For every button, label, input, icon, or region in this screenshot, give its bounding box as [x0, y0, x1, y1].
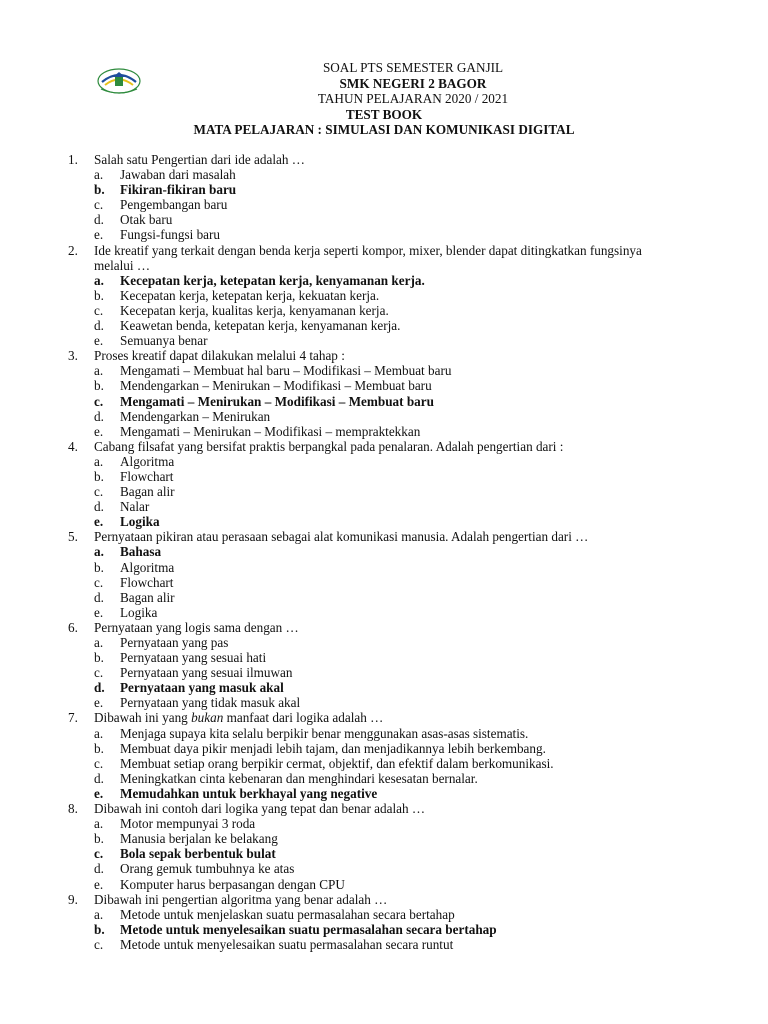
option-text: Nalar — [120, 499, 150, 515]
option-letter: d. — [94, 770, 104, 786]
option-letter: c. — [94, 197, 104, 213]
answer-option — [94, 831, 668, 846]
question-text: Proses kreatif dapat dilakukan melalui 4 tahap : — [94, 348, 345, 364]
option-text: Meningkatkan cinta kebenaran dan menghindari kesesatan bernalar. — [120, 770, 478, 786]
option-text: Manusia berjalan ke belakang — [120, 831, 278, 847]
answer-option — [94, 786, 668, 801]
answer-option — [94, 182, 668, 197]
option-text: Pernyataan yang pas — [120, 635, 229, 650]
answer-option — [94, 846, 668, 861]
question-item — [68, 620, 668, 711]
option-text: Metode untuk menyelesaikan suatu permasalahan secara runtut — [120, 936, 454, 952]
answer-option — [94, 816, 668, 831]
option-text: Kecepatan kerja, ketepatan kerja, kenyamanan kerja. — [120, 272, 425, 288]
option-text: Mendengarkan – Menirukan — [120, 408, 271, 424]
option-letter: e. — [94, 423, 104, 439]
subject-title: MATA PELAJARAN : SIMULASI DAN KOMUNIKASI DIGITAL — [193, 122, 575, 137]
question-text-part: Dibawah ini yang — [94, 710, 192, 726]
question-item — [68, 439, 668, 530]
question-number: 4. — [68, 438, 78, 454]
question-text: Cabang filsafat yang bersifat praktis berpangkal pada penalaran. Adalah pengertian dari : — [94, 438, 564, 454]
option-letter: b. — [94, 182, 105, 198]
answer-option — [94, 288, 668, 303]
answer-option — [94, 665, 668, 680]
answer-option — [94, 590, 668, 605]
answer-option — [94, 771, 668, 786]
answer-option — [94, 726, 668, 741]
option-text: Jawaban dari masalah — [120, 167, 236, 183]
answer-option — [94, 922, 668, 937]
option-letter: e. — [94, 604, 104, 620]
option-text: Menjaga supaya kita selalu berpikir benar menggunakan asas-asas sistematis. — [120, 725, 529, 741]
option-text: Mendengarkan – Menirukan – Modifikasi – Membuat baru — [120, 378, 432, 394]
option-text: Pernyataan yang tidak masuk akal — [120, 695, 301, 711]
answer-option — [94, 605, 668, 620]
question-list — [68, 152, 668, 952]
answer-option — [94, 167, 668, 182]
option-letter: c. — [94, 484, 104, 500]
option-text: Mengamati – Membuat hal baru – Modifikasi – Membuat baru — [120, 363, 452, 379]
option-text: Orang gemuk tumbuhnya ke atas — [120, 861, 295, 877]
option-text: Algoritma — [120, 559, 175, 575]
academic-year: TAHUN PELAJARAN 2020 / 2021 — [317, 91, 509, 106]
option-text: Semuanya benar — [120, 333, 208, 349]
option-letter: a. — [94, 635, 104, 650]
option-letter: d. — [94, 499, 104, 515]
option-letter: b. — [94, 378, 104, 394]
question-text: Pernyataan yang logis sama dengan … — [94, 619, 299, 635]
option-letter: c. — [94, 574, 104, 590]
option-text: Otak baru — [120, 212, 173, 228]
option-letter: b. — [94, 287, 104, 303]
option-letter: b. — [94, 559, 104, 575]
option-text: Motor mempunyai 3 roda — [120, 816, 256, 832]
question-number: 6. — [68, 619, 78, 635]
question-text: Ide kreatif yang terkait dengan benda kerja seperti kompor, mixer, blender dapat ditingkatkan fungsinya melalui … — [94, 242, 642, 273]
option-letter: e. — [94, 333, 104, 349]
option-letter: c. — [94, 755, 104, 771]
answer-option — [94, 409, 668, 424]
answer-option — [94, 741, 668, 756]
option-text: Fungsi-fungsi baru — [120, 227, 221, 243]
question-item — [68, 892, 668, 952]
test-book-label: TEST BOOK — [345, 106, 423, 122]
question-text: Pernyataan pikiran atau perasaan sebagai alat komunikasi manusia. Adalah pengertian dari … — [94, 529, 589, 545]
option-text: Metode untuk menjelaskan suatu permasalahan secara bertahap — [120, 906, 455, 922]
answer-option — [94, 907, 668, 922]
exam-title: SOAL PTS SEMESTER GANJIL — [322, 60, 504, 75]
answer-option — [94, 197, 668, 212]
answer-option — [94, 756, 668, 771]
option-letter: c. — [94, 665, 104, 681]
option-text: Flowchart — [120, 468, 174, 484]
question-number: 9. — [68, 891, 78, 907]
option-text: Bahasa — [120, 544, 162, 560]
question-text: Dibawah ini pengertian algoritma yang benar adalah … — [94, 891, 388, 907]
option-text: Fikiran-fikiran baru — [120, 182, 237, 198]
option-letter: b. — [94, 650, 104, 666]
option-text: Mengamati – Menirukan – Modifikasi – Membuat baru — [120, 393, 434, 409]
question-item — [68, 348, 668, 439]
option-text: Komputer harus berpasangan dengan CPU — [120, 876, 345, 892]
question-number: 5. — [68, 529, 78, 545]
option-letter: e. — [94, 695, 104, 711]
school-name: SMK NEGERI 2 BAGOR — [339, 75, 487, 91]
answer-option — [94, 273, 668, 288]
option-letter: c. — [94, 846, 104, 862]
question-item — [68, 710, 668, 801]
option-letter: c. — [94, 936, 104, 952]
option-letter: c. — [94, 393, 104, 409]
option-text: Flowchart — [120, 574, 174, 590]
option-text: Logika — [120, 604, 158, 620]
question-number: 8. — [68, 801, 78, 817]
answer-option — [94, 514, 668, 529]
option-text: Memudahkan untuk berkhayal yang negative — [120, 785, 378, 801]
answer-option — [94, 695, 668, 710]
option-letter: b. — [94, 468, 104, 484]
option-text: Logika — [120, 514, 160, 530]
option-letter: d. — [94, 318, 104, 334]
option-text: Metode untuk menyelesaikan suatu permasalahan secara bertahap — [120, 921, 497, 937]
option-letter: b. — [94, 831, 104, 847]
answer-option — [94, 378, 668, 393]
option-text: Pernyataan yang sesuai hati — [120, 650, 267, 666]
option-letter: a. — [94, 363, 104, 379]
document-header — [0, 60, 768, 138]
answer-option — [94, 227, 668, 242]
option-letter: d. — [94, 212, 104, 228]
option-letter: d. — [94, 408, 104, 424]
option-letter: e. — [94, 785, 104, 801]
question-number: 7. — [68, 710, 78, 726]
option-letter: d. — [94, 861, 104, 877]
option-text: Membuat setiap orang berpikir cermat, objektif, dan efektif dalam berkomunikasi. — [120, 755, 554, 771]
option-text: Kecepatan kerja, kualitas kerja, kenyamanan kerja. — [120, 302, 389, 318]
option-text: Algoritma — [120, 453, 175, 469]
answer-option — [94, 318, 668, 333]
option-text: Pernyataan yang sesuai ilmuwan — [120, 665, 293, 681]
question-text: Dibawah ini contoh dari logika yang tepat dan benar adalah … — [94, 801, 426, 817]
question-number: 2. — [68, 242, 78, 258]
option-text: Kecepatan kerja, ketepatan kerja, kekuatan kerja. — [120, 287, 380, 303]
answer-option — [94, 575, 668, 590]
answer-option — [94, 333, 668, 348]
question-item — [68, 243, 668, 349]
option-letter: a. — [94, 544, 104, 560]
option-letter: a. — [94, 167, 104, 183]
answer-option — [94, 424, 668, 439]
question-text: Salah satu Pengertian dari ide adalah … — [94, 152, 305, 167]
option-letter: a. — [94, 272, 104, 288]
question-text-part: manfaat dari logika adalah … — [223, 710, 384, 726]
option-letter: c. — [94, 302, 104, 318]
option-text: Pernyataan yang masuk akal — [120, 680, 284, 696]
option-text: Pengembangan baru — [120, 197, 228, 213]
answer-option — [94, 937, 668, 952]
question-item — [68, 529, 668, 620]
answer-option — [94, 650, 668, 665]
answer-option — [94, 544, 668, 559]
option-letter: a. — [94, 453, 104, 469]
answer-option — [94, 861, 668, 876]
question-text-emphasis: bukan — [191, 710, 224, 726]
answer-option — [94, 499, 668, 514]
option-text: Membuat daya pikir menjadi lebih tajam, dan menjadikannya lebih berkembang. — [120, 740, 546, 756]
answer-option — [94, 303, 668, 318]
answer-option — [94, 363, 668, 378]
answer-option — [94, 212, 668, 227]
question-item — [68, 801, 668, 892]
option-letter: a. — [94, 725, 104, 741]
answer-option — [94, 560, 668, 575]
question-number: 3. — [68, 348, 78, 364]
answer-option — [94, 469, 668, 484]
option-letter: d. — [94, 680, 105, 696]
option-letter: b. — [94, 921, 105, 937]
question-item — [68, 152, 668, 243]
option-letter: a. — [94, 816, 104, 832]
answer-option — [94, 680, 668, 695]
option-letter: a. — [94, 906, 104, 922]
answer-option — [94, 484, 668, 499]
option-text: Mengamati – Menirukan – Modifikasi – mempraktekkan — [120, 423, 421, 439]
answer-option — [94, 877, 668, 892]
option-text: Bagan alir — [120, 589, 175, 605]
option-text: Bagan alir — [120, 484, 175, 500]
answer-option — [94, 394, 668, 409]
option-letter: e. — [94, 876, 104, 892]
answer-option — [94, 454, 668, 469]
answer-option — [94, 635, 668, 650]
option-letter: e. — [94, 514, 104, 530]
option-letter: b. — [94, 740, 104, 756]
option-letter: d. — [94, 589, 104, 605]
option-text: Bola sepak berbentuk bulat — [120, 846, 276, 862]
option-text: Keawetan benda, ketepatan kerja, kenyamanan kerja. — [120, 318, 401, 334]
question-number: 1. — [68, 152, 78, 167]
question-text — [94, 710, 668, 725]
option-letter: e. — [94, 227, 104, 243]
